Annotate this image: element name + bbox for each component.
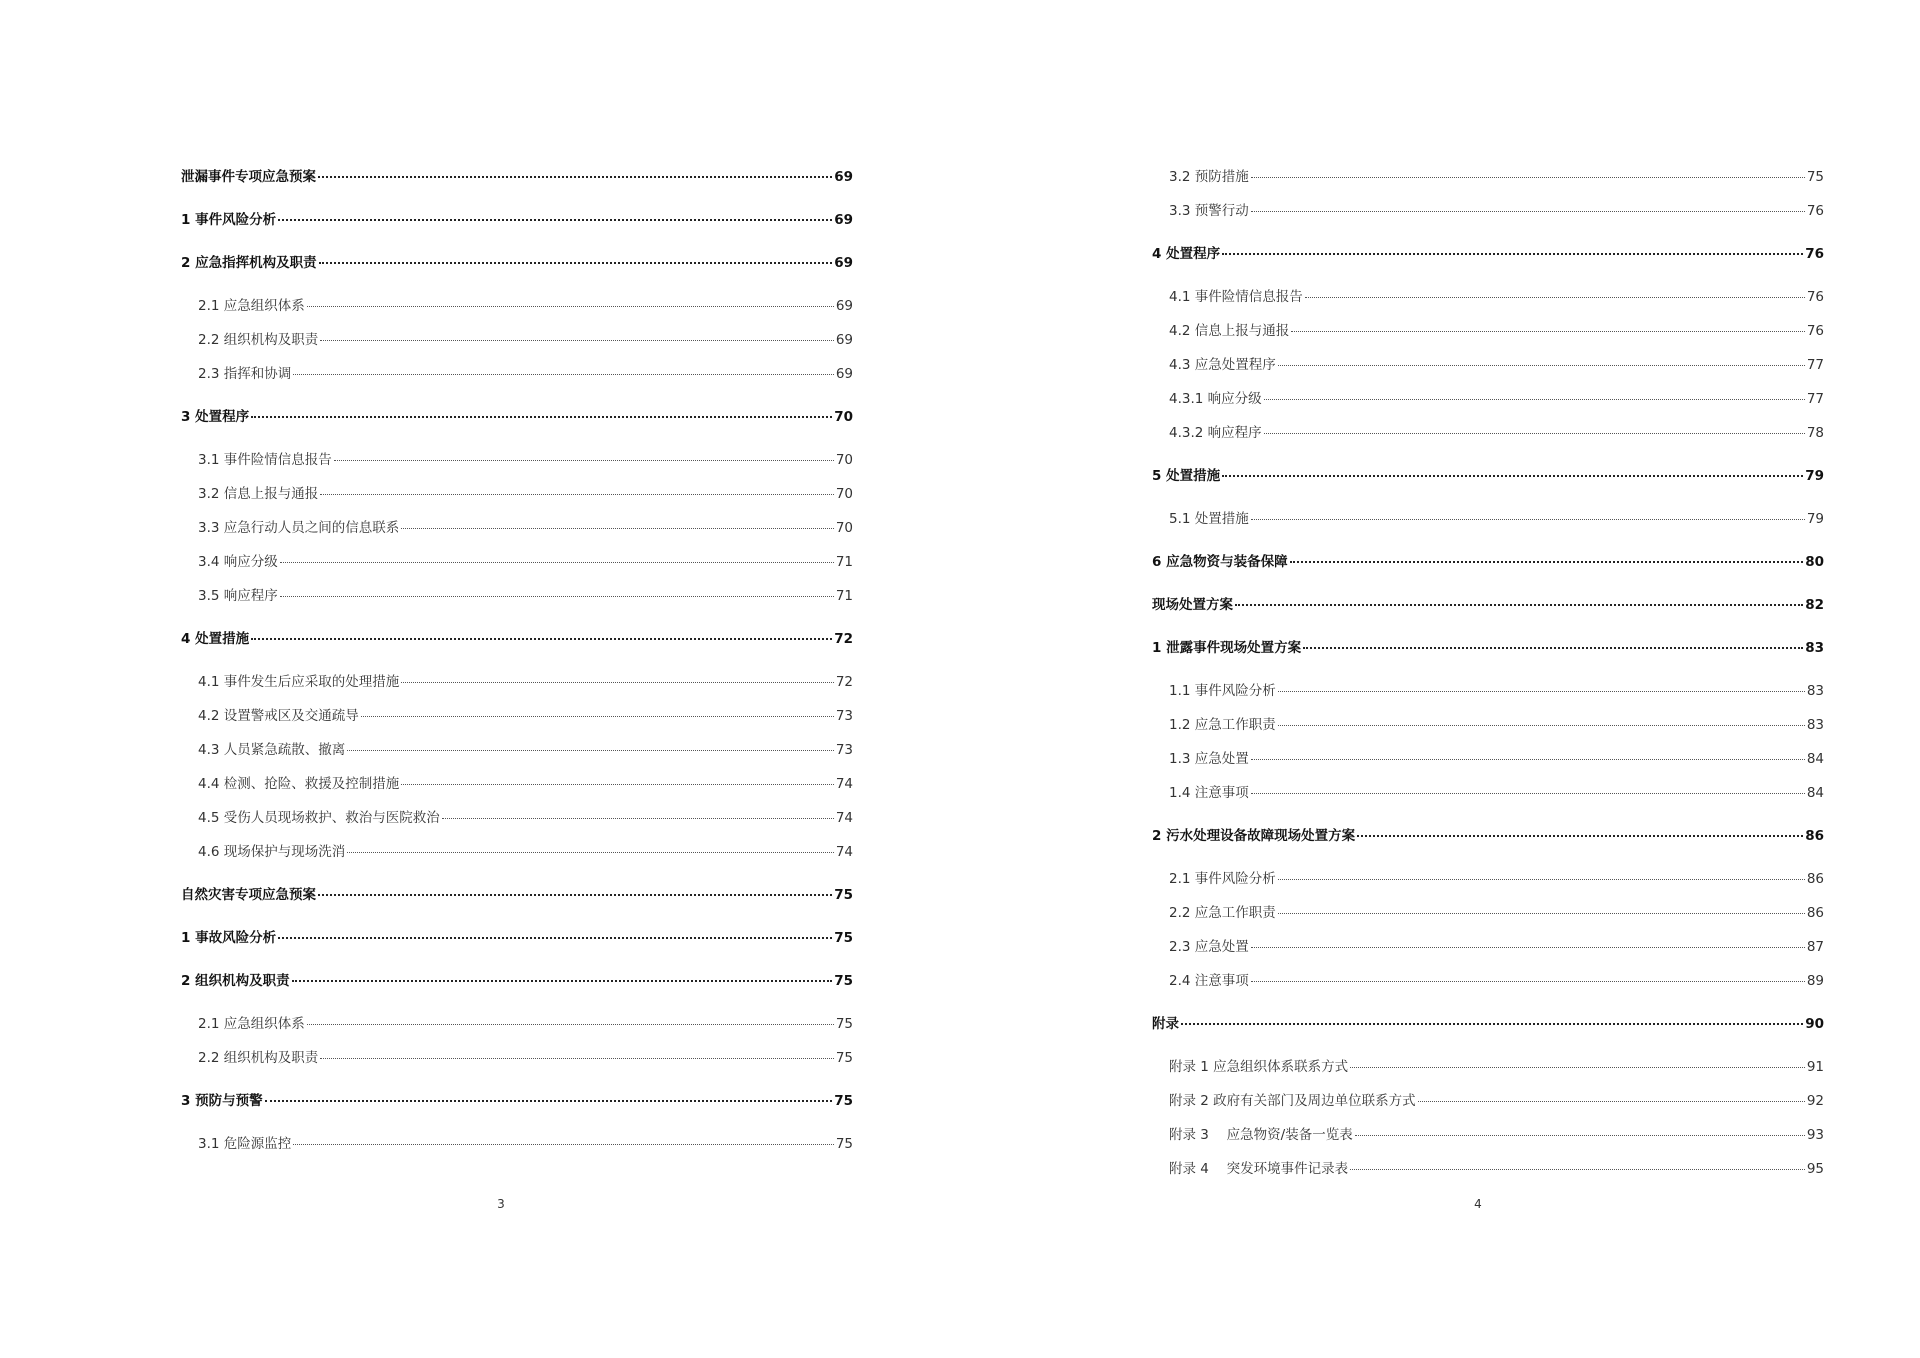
- toc-dot-leader: [320, 1058, 834, 1059]
- toc-entry-title: 4.2 设置警戒区及交通疏导: [198, 708, 359, 724]
- toc-entry-page: 72: [835, 674, 853, 690]
- toc-entry-page: 83: [1806, 683, 1824, 699]
- toc-entry-page: 74: [835, 844, 853, 860]
- toc-entry[interactable]: [1152, 1118, 1824, 1152]
- toc-dot-leader: [1418, 1101, 1805, 1102]
- toc-entry-title: 1.3 应急处置: [1169, 751, 1249, 767]
- toc-entry[interactable]: [181, 733, 853, 767]
- toc-entry-page: 82: [1805, 597, 1824, 613]
- toc-entry-page: 90: [1805, 1016, 1824, 1032]
- toc-dot-leader: [318, 894, 832, 896]
- toc-entry-title: 4.3.1 响应分级: [1169, 391, 1262, 407]
- toc-dot-leader: [347, 750, 834, 751]
- toc-dot-leader: [318, 176, 832, 178]
- toc-dot-leader: [307, 306, 834, 307]
- toc-dot-leader: [280, 596, 834, 597]
- toc-entry[interactable]: [1152, 631, 1824, 665]
- toc-entry-title: 2 污水处理设备故障现场处置方案: [1152, 828, 1356, 844]
- toc-dot-leader: [401, 784, 834, 785]
- toc-entry[interactable]: [181, 878, 853, 912]
- toc-entry-title: 1.2 应急工作职责: [1169, 717, 1276, 733]
- toc-entry[interactable]: [1152, 896, 1824, 930]
- toc-page-right: [960, 0, 1920, 1358]
- toc-entry-title: 2.4 注意事项: [1169, 973, 1249, 989]
- toc-entry-page: 69: [834, 255, 853, 271]
- toc-entry-page: 83: [1806, 717, 1824, 733]
- toc-entry[interactable]: [181, 1007, 853, 1041]
- toc-entry-title: 2 组织机构及职责: [181, 973, 290, 989]
- toc-entry[interactable]: [181, 801, 853, 835]
- toc-entry[interactable]: [181, 289, 853, 323]
- toc-entry-page: 70: [834, 409, 853, 425]
- toc-entry[interactable]: [1152, 545, 1824, 579]
- toc-dot-leader: [320, 340, 834, 341]
- toc-dot-leader: [334, 460, 834, 461]
- toc-entry-page: 75: [834, 930, 853, 946]
- toc-dot-leader: [1278, 879, 1805, 880]
- toc-entry-title: 附录 2 政府有关部门及周边单位联系方式: [1169, 1093, 1416, 1109]
- toc-entry[interactable]: [1152, 742, 1824, 776]
- toc-entry[interactable]: [181, 357, 853, 391]
- toc-entry-title: 4.3 应急处置程序: [1169, 357, 1276, 373]
- toc-entry-title: 2.1 应急组织体系: [198, 1016, 305, 1032]
- toc-entry-title: 2.1 事件风险分析: [1169, 871, 1276, 887]
- toc-entry-page: 76: [1806, 323, 1824, 339]
- toc-entry[interactable]: [181, 443, 853, 477]
- toc-entry-page: 71: [835, 588, 853, 604]
- toc-entry-title: 4 处置措施: [181, 631, 250, 647]
- toc-dot-leader: [1251, 177, 1805, 178]
- toc-entry[interactable]: [181, 477, 853, 511]
- toc-entry-page: 92: [1806, 1093, 1824, 1109]
- toc-entry-page: 76: [1806, 203, 1824, 219]
- toc-dot-leader: [1278, 725, 1805, 726]
- toc-entry-page: 79: [1806, 511, 1824, 527]
- toc-entry-title: 3.3 预警行动: [1169, 203, 1249, 219]
- toc-entry-title: 2.3 应急处置: [1169, 939, 1249, 955]
- toc-dot-leader: [1278, 691, 1805, 692]
- toc-entry-title: 1 事件风险分析: [181, 212, 277, 228]
- toc-entry-page: 84: [1806, 751, 1824, 767]
- toc-dot-leader: [1291, 331, 1805, 332]
- toc-entry-title: 3.3 应急行动人员之间的信息联系: [198, 520, 400, 536]
- toc-entry-page: 76: [1805, 246, 1824, 262]
- toc-entry-title: 4.1 事件发生后应采取的处理措施: [198, 674, 400, 690]
- toc-dot-leader: [361, 716, 834, 717]
- toc-dot-leader: [1264, 433, 1805, 434]
- toc-entry-page: 74: [835, 810, 853, 826]
- toc-dot-leader: [293, 374, 834, 375]
- toc-dot-leader: [1264, 399, 1805, 400]
- toc-entry-page: 69: [834, 212, 853, 228]
- toc-entry-title: 3.5 响应程序: [198, 588, 278, 604]
- toc-entry-page: 86: [1805, 828, 1824, 844]
- toc-entry-title: 3 预防与预警: [181, 1093, 263, 1109]
- toc-entry-page: 91: [1806, 1059, 1824, 1075]
- toc-dot-leader: [251, 416, 832, 418]
- toc-entry-page: 89: [1806, 973, 1824, 989]
- toc-entry[interactable]: [181, 160, 853, 194]
- toc-entry[interactable]: [1152, 1050, 1824, 1084]
- toc-entry[interactable]: [1152, 776, 1824, 810]
- toc-entry-title: 3.2 预防措施: [1169, 169, 1249, 185]
- toc-entry-title: 5 处置措施: [1152, 468, 1221, 484]
- toc-entry[interactable]: [1152, 964, 1824, 998]
- toc-entry[interactable]: [181, 835, 853, 869]
- toc-entry-page: 70: [835, 452, 853, 468]
- toc-entry[interactable]: [1152, 502, 1824, 536]
- toc-entry-page: 93: [1806, 1127, 1824, 1143]
- toc-dot-leader: [1235, 604, 1803, 606]
- toc-entry-title: 2.3 指挥和协调: [198, 366, 292, 382]
- toc-entry[interactable]: [1152, 1007, 1824, 1041]
- toc-dot-leader: [1357, 835, 1803, 837]
- toc-entry[interactable]: [1152, 708, 1824, 742]
- toc-entry[interactable]: [181, 511, 853, 545]
- toc-entry-title: 附录 3 应急物资/装备一览表: [1169, 1127, 1353, 1143]
- toc-entry-page: 73: [835, 708, 853, 724]
- toc-entry[interactable]: [1152, 674, 1824, 708]
- toc-entry[interactable]: [1152, 194, 1824, 228]
- toc-dot-leader: [442, 818, 834, 819]
- toc-entry-page: 83: [1805, 640, 1824, 656]
- toc-entry[interactable]: [181, 699, 853, 733]
- toc-entry-page: 75: [834, 887, 853, 903]
- toc-entry-title: 自然灾害专项应急预案: [181, 887, 316, 903]
- toc-entry-title: 2.2 应急工作职责: [1169, 905, 1276, 921]
- toc-entry-page: 80: [1805, 554, 1824, 570]
- toc-dot-leader: [347, 852, 834, 853]
- toc-entry-title: 1 事故风险分析: [181, 930, 277, 946]
- toc-dot-leader: [320, 494, 834, 495]
- toc-dot-leader: [1278, 913, 1805, 914]
- toc-entry-title: 4.3 人员紧急疏散、撤离: [198, 742, 346, 758]
- toc-entry-title: 泄漏事件专项应急预案: [181, 169, 316, 185]
- toc-dot-leader: [292, 980, 833, 982]
- toc-entry-page: 77: [1806, 391, 1824, 407]
- toc-entry-page: 86: [1806, 871, 1824, 887]
- toc-entry-page: 69: [835, 366, 853, 382]
- toc-entry-title: 4.3.2 响应程序: [1169, 425, 1262, 441]
- toc-entry-page: 73: [835, 742, 853, 758]
- toc-dot-leader: [1222, 253, 1803, 255]
- toc-entry[interactable]: [1152, 237, 1824, 271]
- toc-entry-title: 6 应急物资与装备保障: [1152, 554, 1288, 570]
- toc-dot-leader: [1350, 1169, 1805, 1170]
- toc-dot-leader: [278, 937, 832, 939]
- toc-entry-page: 75: [835, 1050, 853, 1066]
- toc-dot-leader: [401, 528, 834, 529]
- toc-entry-title: 3.1 事件险情信息报告: [198, 452, 332, 468]
- toc-entry[interactable]: [1152, 588, 1824, 622]
- toc-entry-page: 77: [1806, 357, 1824, 373]
- toc-entry-title: 4 处置程序: [1152, 246, 1221, 262]
- toc-entry[interactable]: [1152, 382, 1824, 416]
- toc-entry-page: 75: [835, 1136, 853, 1152]
- toc-entry-page: 69: [834, 169, 853, 185]
- toc-entry-page: 76: [1806, 289, 1824, 305]
- toc-entry[interactable]: [181, 203, 853, 237]
- toc-entry[interactable]: [1152, 819, 1824, 853]
- toc-entry-page: 86: [1806, 905, 1824, 921]
- toc-entry[interactable]: [181, 246, 853, 280]
- toc-entry-page: 79: [1805, 468, 1824, 484]
- toc-entry-title: 2.2 组织机构及职责: [198, 1050, 319, 1066]
- toc-dot-leader: [1305, 297, 1805, 298]
- toc-entry[interactable]: [181, 1084, 853, 1118]
- toc-dot-leader: [401, 682, 834, 683]
- toc-entry[interactable]: [181, 1127, 853, 1161]
- toc-dot-leader: [307, 1024, 834, 1025]
- toc-entry-page: 72: [834, 631, 853, 647]
- page-number: 3: [497, 1197, 505, 1211]
- toc-entry-title: 1 泄露事件现场处置方案: [1152, 640, 1302, 656]
- toc-dot-leader: [1251, 947, 1805, 948]
- toc-entry-title: 1.1 事件风险分析: [1169, 683, 1276, 699]
- toc-entry-page: 71: [835, 554, 853, 570]
- toc-entry[interactable]: [181, 622, 853, 656]
- toc-dot-leader: [1251, 793, 1805, 794]
- toc-dot-leader: [1251, 519, 1805, 520]
- toc-entry[interactable]: [181, 400, 853, 434]
- toc-dot-leader: [1251, 981, 1805, 982]
- toc-entry[interactable]: [181, 665, 853, 699]
- toc-entry-title: 3.1 危险源监控: [198, 1136, 292, 1152]
- toc-entry-page: 75: [835, 1016, 853, 1032]
- toc-entry-title: 附录: [1152, 1016, 1179, 1032]
- toc-entry[interactable]: [1152, 1152, 1824, 1186]
- toc-entry[interactable]: [1152, 930, 1824, 964]
- toc-entry[interactable]: [181, 1041, 853, 1075]
- toc-entry-title: 3 处置程序: [181, 409, 250, 425]
- toc-entry[interactable]: [1152, 160, 1824, 194]
- toc-dot-leader: [280, 562, 834, 563]
- toc-entry-title: 3.4 响应分级: [198, 554, 278, 570]
- toc-dot-leader: [251, 638, 832, 640]
- toc-entry[interactable]: [1152, 459, 1824, 493]
- toc-entry-page: 75: [834, 973, 853, 989]
- toc-dot-leader: [1222, 475, 1803, 477]
- toc-dot-leader: [1350, 1067, 1805, 1068]
- toc-dot-leader: [1251, 759, 1805, 760]
- toc-entry[interactable]: [1152, 1084, 1824, 1118]
- toc-dot-leader: [1290, 561, 1804, 563]
- toc-entry[interactable]: [181, 767, 853, 801]
- toc-entry-title: 4.4 检测、抢险、救援及控制措施: [198, 776, 400, 792]
- toc-entry[interactable]: [181, 921, 853, 955]
- toc-entry-title: 5.1 处置措施: [1169, 511, 1249, 527]
- toc-entry-page: 84: [1806, 785, 1824, 801]
- toc-entry[interactable]: [1152, 280, 1824, 314]
- toc-entry-title: 附录 4 突发环境事件记录表: [1169, 1161, 1349, 1177]
- toc-dot-leader: [1251, 211, 1805, 212]
- toc-dot-leader: [1278, 365, 1805, 366]
- toc-entry-page: 70: [835, 520, 853, 536]
- toc-dot-leader: [1355, 1135, 1805, 1136]
- toc-entry[interactable]: [181, 323, 853, 357]
- toc-entry-title: 1.4 注意事项: [1169, 785, 1249, 801]
- toc-entry-page: 74: [835, 776, 853, 792]
- toc-entry[interactable]: [1152, 314, 1824, 348]
- toc-entry-page: 69: [835, 332, 853, 348]
- toc-entry-title: 4.1 事件险情信息报告: [1169, 289, 1303, 305]
- toc-entry-page: 70: [835, 486, 853, 502]
- toc-entry-page: 87: [1806, 939, 1824, 955]
- toc-entry-title: 4.5 受伤人员现场救护、救治与医院救治: [198, 810, 440, 826]
- toc-list: [1152, 160, 1824, 1186]
- toc-list: [181, 160, 853, 1161]
- toc-dot-leader: [1303, 647, 1803, 649]
- toc-entry-page: 69: [835, 298, 853, 314]
- toc-entry-page: 75: [1806, 169, 1824, 185]
- toc-entry-title: 现场处置方案: [1152, 597, 1233, 613]
- toc-entry-page: 78: [1806, 425, 1824, 441]
- toc-entry-title: 2 应急指挥机构及职责: [181, 255, 317, 271]
- toc-entry[interactable]: [181, 545, 853, 579]
- toc-entry-page: 95: [1806, 1161, 1824, 1177]
- toc-entry-title: 4.6 现场保护与现场洗消: [198, 844, 346, 860]
- toc-entry-title: 2.2 组织机构及职责: [198, 332, 319, 348]
- toc-entry[interactable]: [1152, 862, 1824, 896]
- toc-entry-title: 附录 1 应急组织体系联系方式: [1169, 1059, 1349, 1075]
- page-number: 4: [1474, 1197, 1482, 1211]
- toc-dot-leader: [265, 1100, 833, 1102]
- toc-entry-title: 3.2 信息上报与通报: [198, 486, 319, 502]
- toc-entry-title: 4.2 信息上报与通报: [1169, 323, 1290, 339]
- toc-dot-leader: [319, 262, 833, 264]
- toc-entry-page: 75: [834, 1093, 853, 1109]
- toc-dot-leader: [1181, 1023, 1803, 1025]
- toc-entry[interactable]: [181, 579, 853, 613]
- toc-entry[interactable]: [181, 964, 853, 998]
- toc-entry[interactable]: [1152, 416, 1824, 450]
- toc-dot-leader: [278, 219, 832, 221]
- toc-entry-title: 2.1 应急组织体系: [198, 298, 305, 314]
- toc-dot-leader: [293, 1144, 834, 1145]
- toc-entry[interactable]: [1152, 348, 1824, 382]
